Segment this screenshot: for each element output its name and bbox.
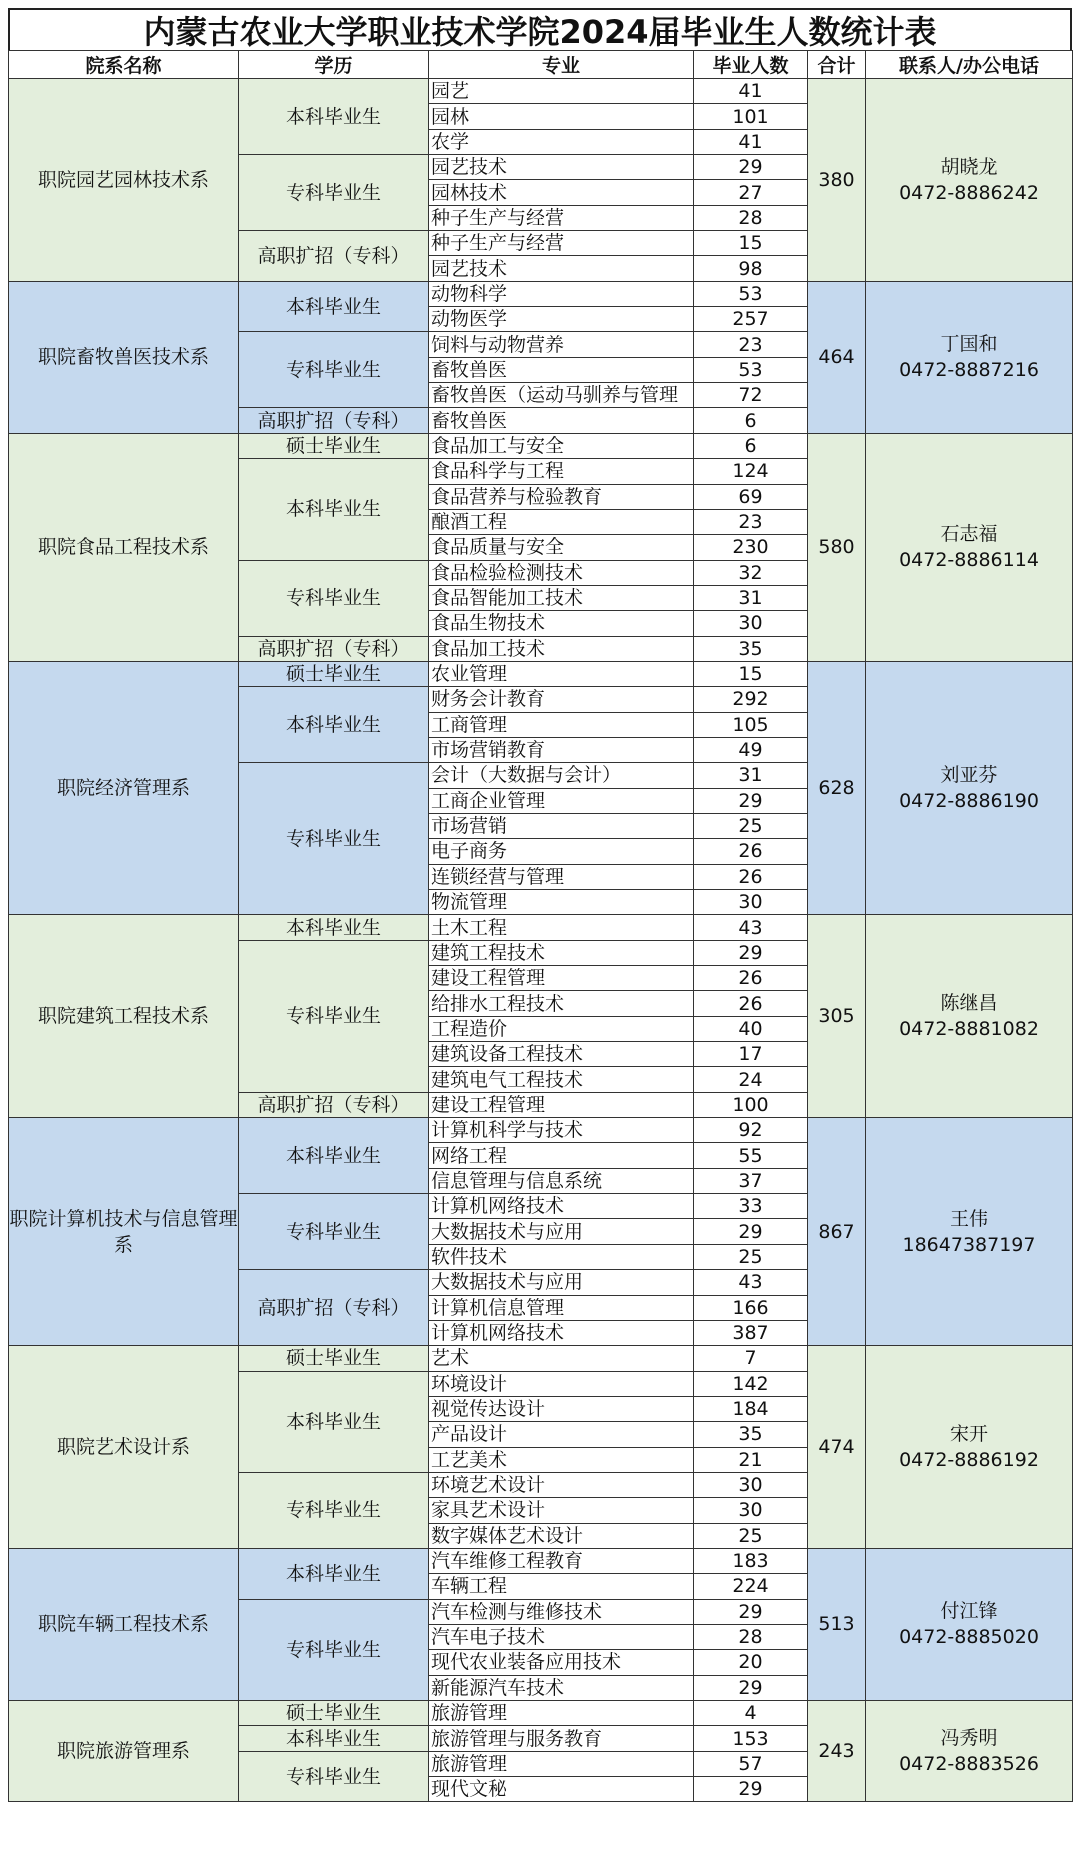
contact-name: 宋开	[949, 1423, 988, 1446]
major-name: 工程造价	[429, 1016, 694, 1041]
graduate-count: 105	[694, 712, 808, 737]
major-name: 电子商务	[429, 839, 694, 864]
graduate-count: 53	[694, 281, 808, 306]
contact-cell	[866, 433, 1073, 661]
contact-name: 丁国和	[940, 333, 998, 356]
major-name: 酿酒工程	[429, 509, 694, 534]
department-total: 513	[808, 1548, 866, 1700]
contact-name: 刘亚芬	[940, 764, 998, 787]
contact-cell	[866, 1118, 1073, 1346]
graduate-count: 6	[694, 433, 808, 458]
office-phone: 0472-8883526	[899, 1753, 1039, 1776]
major-name: 建设工程管理	[429, 966, 694, 991]
graduate-count: 33	[694, 1194, 808, 1219]
major-name: 汽车检测与维修技术	[429, 1599, 694, 1624]
major-name: 市场营销	[429, 813, 694, 838]
major-name: 网络工程	[429, 1143, 694, 1168]
major-name: 计算机信息管理	[429, 1295, 694, 1320]
contact-cell	[866, 79, 1073, 282]
major-name: 信息管理与信息系统	[429, 1168, 694, 1193]
table-row	[9, 1346, 1073, 1371]
major-name: 现代农业装备应用技术	[429, 1650, 694, 1675]
graduate-count: 20	[694, 1650, 808, 1675]
graduate-count: 30	[694, 611, 808, 636]
office-phone: 0472-8885020	[899, 1626, 1039, 1649]
graduate-count: 230	[694, 535, 808, 560]
graduate-count: 124	[694, 459, 808, 484]
graduate-count: 43	[694, 915, 808, 940]
department-name: 职院旅游管理系	[9, 1701, 239, 1802]
major-name: 种子生产与经营	[429, 205, 694, 230]
graduate-count: 72	[694, 383, 808, 408]
graduate-count: 25	[694, 813, 808, 838]
graduate-count: 26	[694, 864, 808, 889]
education-level: 高职扩招（专科）	[239, 636, 429, 661]
header-edu: 学历	[239, 51, 429, 79]
header-total: 合计	[808, 51, 866, 79]
graduate-count: 35	[694, 636, 808, 661]
table-row	[9, 1548, 1073, 1573]
education-level: 本科毕业生	[239, 1371, 429, 1472]
department-total: 305	[808, 915, 866, 1118]
department-name: 职院车辆工程技术系	[9, 1548, 239, 1700]
graduate-count: 184	[694, 1396, 808, 1421]
graduate-count: 6	[694, 408, 808, 433]
major-name: 计算机科学与技术	[429, 1118, 694, 1143]
department-name: 职院建筑工程技术系	[9, 915, 239, 1118]
education-level: 高职扩招（专科）	[239, 231, 429, 282]
major-name: 园艺技术	[429, 256, 694, 281]
graduate-count: 224	[694, 1574, 808, 1599]
graduate-count: 57	[694, 1751, 808, 1776]
graduate-count: 55	[694, 1143, 808, 1168]
major-name: 畜牧兽医	[429, 357, 694, 382]
graduate-count: 27	[694, 180, 808, 205]
graduate-count: 29	[694, 155, 808, 180]
graduate-count: 92	[694, 1118, 808, 1143]
table-row	[9, 661, 1073, 686]
office-phone: 0472-8881082	[899, 1018, 1039, 1041]
major-name: 工商企业管理	[429, 788, 694, 813]
graduate-count: 30	[694, 1472, 808, 1497]
major-name: 车辆工程	[429, 1574, 694, 1599]
major-name: 农业管理	[429, 661, 694, 686]
graduate-count: 17	[694, 1042, 808, 1067]
department-name: 职院园艺园林技术系	[9, 79, 239, 282]
office-phone: 0472-8886114	[899, 549, 1039, 572]
graduate-count: 15	[694, 231, 808, 256]
education-level: 本科毕业生	[239, 915, 429, 940]
major-name: 艺术	[429, 1346, 694, 1371]
graduate-count: 53	[694, 357, 808, 382]
contact-cell	[866, 661, 1073, 914]
graduate-count: 4	[694, 1701, 808, 1726]
contact-cell	[866, 1701, 1073, 1802]
major-name: 建设工程管理	[429, 1092, 694, 1117]
education-level: 专科毕业生	[239, 332, 429, 408]
education-level: 专科毕业生	[239, 1599, 429, 1700]
graduate-count: 26	[694, 991, 808, 1016]
graduate-count: 69	[694, 484, 808, 509]
department-name: 职院计算机技术与信息管理系	[9, 1118, 239, 1346]
graduate-count: 387	[694, 1320, 808, 1345]
major-name: 给排水工程技术	[429, 991, 694, 1016]
major-name: 食品加工与安全	[429, 433, 694, 458]
major-name: 旅游管理	[429, 1701, 694, 1726]
header-major: 专业	[429, 51, 694, 79]
major-name: 食品质量与安全	[429, 535, 694, 560]
major-name: 视觉传达设计	[429, 1396, 694, 1421]
graduate-count: 153	[694, 1726, 808, 1751]
education-level: 硕士毕业生	[239, 661, 429, 686]
department-total: 580	[808, 433, 866, 661]
graduate-count: 101	[694, 104, 808, 129]
department-block	[9, 433, 1073, 661]
graduate-count: 41	[694, 129, 808, 154]
graduate-count: 43	[694, 1270, 808, 1295]
education-level: 专科毕业生	[239, 155, 429, 231]
major-name: 种子生产与经营	[429, 231, 694, 256]
major-name: 工艺美术	[429, 1447, 694, 1472]
major-name: 汽车电子技术	[429, 1624, 694, 1649]
major-name: 食品智能加工技术	[429, 585, 694, 610]
department-block	[9, 661, 1073, 914]
contact-name: 付江锋	[940, 1600, 998, 1623]
graduate-count: 40	[694, 1016, 808, 1041]
department-total: 628	[808, 661, 866, 914]
graduate-count: 31	[694, 763, 808, 788]
major-name: 数字媒体艺术设计	[429, 1523, 694, 1548]
education-level: 硕士毕业生	[239, 1346, 429, 1371]
major-name: 旅游管理与服务教育	[429, 1726, 694, 1751]
department-total: 243	[808, 1701, 866, 1802]
graduate-count: 25	[694, 1244, 808, 1269]
department-block	[9, 915, 1073, 1118]
major-name: 环境艺术设计	[429, 1472, 694, 1497]
major-name: 动物科学	[429, 281, 694, 306]
major-name: 饲料与动物营养	[429, 332, 694, 357]
graduate-count: 292	[694, 687, 808, 712]
graduate-count: 24	[694, 1067, 808, 1092]
major-name: 旅游管理	[429, 1751, 694, 1776]
graduate-count: 100	[694, 1092, 808, 1117]
graduate-count: 29	[694, 1219, 808, 1244]
graduate-count: 29	[694, 940, 808, 965]
graduate-count: 21	[694, 1447, 808, 1472]
major-name: 计算机网络技术	[429, 1320, 694, 1345]
graduate-count: 35	[694, 1422, 808, 1447]
graduate-count: 23	[694, 332, 808, 357]
department-block	[9, 1548, 1073, 1700]
education-level: 高职扩招（专科）	[239, 1270, 429, 1346]
department-name: 职院食品工程技术系	[9, 433, 239, 661]
major-name: 畜牧兽医	[429, 408, 694, 433]
graduate-count: 30	[694, 1498, 808, 1523]
graduate-count: 257	[694, 307, 808, 332]
header-contact: 联系人/办公电话	[866, 51, 1073, 79]
table-row	[9, 1701, 1073, 1726]
contact-name: 石志福	[940, 523, 998, 546]
department-block	[9, 1118, 1073, 1346]
department-total: 380	[808, 79, 866, 282]
graduate-count: 49	[694, 737, 808, 762]
graduate-count: 23	[694, 509, 808, 534]
office-phone: 0472-8887216	[899, 359, 1039, 382]
graduate-count: 30	[694, 890, 808, 915]
contact-cell	[866, 281, 1073, 433]
contact-cell	[866, 915, 1073, 1118]
department-name: 职院经济管理系	[9, 661, 239, 914]
major-name: 产品设计	[429, 1422, 694, 1447]
major-name: 连锁经营与管理	[429, 864, 694, 889]
major-name: 建筑工程技术	[429, 940, 694, 965]
education-level: 专科毕业生	[239, 560, 429, 636]
graduate-count: 28	[694, 1624, 808, 1649]
education-level: 本科毕业生	[239, 1548, 429, 1599]
graduate-count: 26	[694, 966, 808, 991]
major-name: 大数据技术与应用	[429, 1219, 694, 1244]
major-name: 新能源汽车技术	[429, 1675, 694, 1700]
major-name: 计算机网络技术	[429, 1194, 694, 1219]
department-block	[9, 1701, 1073, 1802]
department-name: 职院艺术设计系	[9, 1346, 239, 1549]
major-name: 现代文秘	[429, 1777, 694, 1802]
education-level: 本科毕业生	[239, 1726, 429, 1751]
education-level: 专科毕业生	[239, 1194, 429, 1270]
education-level: 专科毕业生	[239, 763, 429, 915]
major-name: 市场营销教育	[429, 737, 694, 762]
office-phone: 0472-8886192	[899, 1449, 1039, 1472]
major-name: 食品检验检测技术	[429, 560, 694, 585]
major-name: 食品加工技术	[429, 636, 694, 661]
graduate-count: 29	[694, 1675, 808, 1700]
major-name: 大数据技术与应用	[429, 1270, 694, 1295]
major-name: 家具艺术设计	[429, 1498, 694, 1523]
table-row	[9, 281, 1073, 306]
department-total: 867	[808, 1118, 866, 1346]
graduate-count: 26	[694, 839, 808, 864]
education-level: 本科毕业生	[239, 281, 429, 332]
department-name: 职院畜牧兽医技术系	[9, 281, 239, 433]
education-level: 高职扩招（专科）	[239, 408, 429, 433]
major-name: 会计（大数据与会计）	[429, 763, 694, 788]
table-row	[9, 79, 1073, 104]
education-level: 专科毕业生	[239, 940, 429, 1092]
graduate-count: 7	[694, 1346, 808, 1371]
graduate-count: 166	[694, 1295, 808, 1320]
major-name: 建筑电气工程技术	[429, 1067, 694, 1092]
major-name: 建筑设备工程技术	[429, 1042, 694, 1067]
graduate-count: 98	[694, 256, 808, 281]
education-level: 本科毕业生	[239, 459, 429, 560]
contact-name: 王伟	[949, 1207, 988, 1230]
education-level: 本科毕业生	[239, 687, 429, 763]
table-row	[9, 433, 1073, 458]
major-name: 园林	[429, 104, 694, 129]
graduate-count: 15	[694, 661, 808, 686]
department-total: 464	[808, 281, 866, 433]
graduate-count: 28	[694, 205, 808, 230]
table-row	[9, 915, 1073, 940]
education-level: 高职扩招（专科）	[239, 1092, 429, 1117]
contact-cell	[866, 1548, 1073, 1700]
education-level: 硕士毕业生	[239, 433, 429, 458]
education-level: 本科毕业生	[239, 1118, 429, 1194]
major-name: 食品营养与检验教育	[429, 484, 694, 509]
major-name: 土木工程	[429, 915, 694, 940]
graduate-count: 32	[694, 560, 808, 585]
contact-name: 陈继昌	[940, 992, 998, 1015]
major-name: 园艺技术	[429, 155, 694, 180]
department-block	[9, 79, 1073, 282]
office-phone: 18647387197	[902, 1233, 1036, 1256]
major-name: 财务会计教育	[429, 687, 694, 712]
major-name: 食品科学与工程	[429, 459, 694, 484]
graduate-count: 41	[694, 79, 808, 104]
major-name: 环境设计	[429, 1371, 694, 1396]
major-name: 食品生物技术	[429, 611, 694, 636]
major-name: 园艺	[429, 79, 694, 104]
graduate-count: 29	[694, 1777, 808, 1802]
department-block	[9, 281, 1073, 433]
page-title: 内蒙古农业大学职业技术学院2024届毕业生人数统计表	[8, 8, 1072, 50]
graduate-count: 25	[694, 1523, 808, 1548]
contact-cell	[866, 1346, 1073, 1549]
graduate-count: 29	[694, 788, 808, 813]
statistics-sheet	[8, 8, 1072, 1802]
graduate-count: 31	[694, 585, 808, 610]
contact-name: 胡晓龙	[940, 155, 998, 178]
header-dept: 院系名称	[9, 51, 239, 79]
header-row	[9, 51, 1073, 79]
education-level: 专科毕业生	[239, 1751, 429, 1802]
education-level: 专科毕业生	[239, 1472, 429, 1548]
office-phone: 0472-8886242	[899, 181, 1039, 204]
department-block	[9, 1346, 1073, 1549]
department-total: 474	[808, 1346, 866, 1549]
major-name: 工商管理	[429, 712, 694, 737]
major-name: 畜牧兽医（运动马驯养与管理	[429, 383, 694, 408]
major-name: 软件技术	[429, 1244, 694, 1269]
graduates-table	[8, 50, 1073, 1802]
table-row	[9, 1118, 1073, 1143]
major-name: 园林技术	[429, 180, 694, 205]
major-name: 动物医学	[429, 307, 694, 332]
office-phone: 0472-8886190	[899, 790, 1039, 813]
major-name: 汽车维修工程教育	[429, 1548, 694, 1573]
education-level: 硕士毕业生	[239, 1701, 429, 1726]
major-name: 物流管理	[429, 890, 694, 915]
education-level: 本科毕业生	[239, 79, 429, 155]
graduate-count: 29	[694, 1599, 808, 1624]
graduate-count: 183	[694, 1548, 808, 1573]
graduate-count: 142	[694, 1371, 808, 1396]
contact-name: 冯秀明	[940, 1727, 998, 1750]
major-name: 农学	[429, 129, 694, 154]
header-count: 毕业人数	[694, 51, 808, 79]
graduate-count: 37	[694, 1168, 808, 1193]
